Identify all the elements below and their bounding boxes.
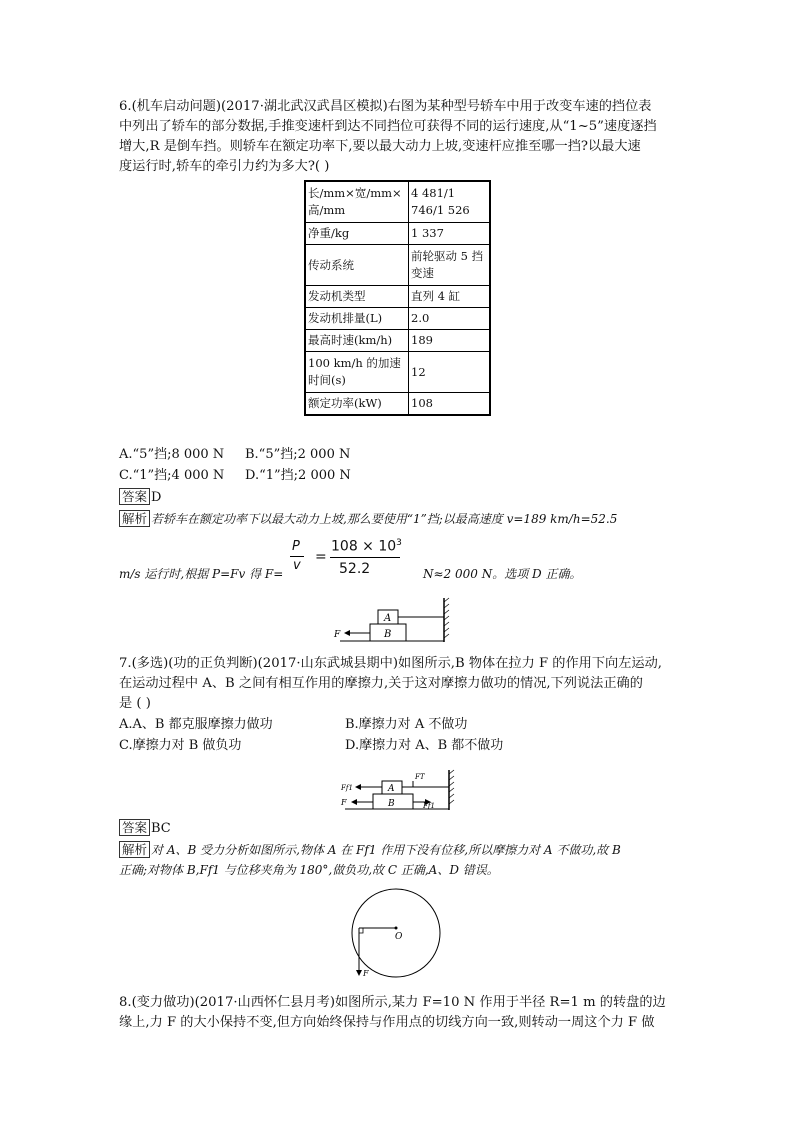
analysis-text: m/s 运行时,根据 P=Fv 得 F= xyxy=(119,567,284,581)
q7-option-a: A.A、B 都克服摩擦力做功 xyxy=(119,717,273,732)
spec-key: 发动机排量(L) xyxy=(305,308,409,330)
analysis-tag: 解析 xyxy=(119,841,150,858)
answer-tag: 答案 xyxy=(119,488,150,505)
block-figure-2 xyxy=(341,768,455,812)
q6-option-c: C.“1”挡;4 000 N xyxy=(119,468,225,483)
spec-value: 189 xyxy=(409,330,491,352)
spec-value: 108 xyxy=(409,393,491,416)
q7-answer xyxy=(119,819,679,839)
spec-value: 前轮驱动 5 挡变速 xyxy=(409,245,491,286)
turntable-figure xyxy=(348,888,444,980)
analysis-tag: 解析 xyxy=(119,510,150,527)
table-row xyxy=(305,245,490,286)
formula-bar-2 xyxy=(330,557,400,558)
q6-answer xyxy=(119,488,679,508)
analysis-text: 正确;对物体 B,Ff1 与位移夹角为 180°,做负功,故 C 正确,A、D 错误。 xyxy=(119,863,499,877)
table-row xyxy=(305,330,490,352)
spec-key: 净重/kg xyxy=(305,223,409,245)
spec-key: 最高时速(km/h) xyxy=(305,330,409,352)
spec-value: 12 xyxy=(409,352,491,393)
q8-line-2: 缘上,力 F 的大小保持不变,但方向始终保持与作用点的切线方向一致,则转动一周这个力 F 做 xyxy=(119,1015,655,1030)
formula-numerator: $108 \times 10^3$ xyxy=(331,538,402,555)
car-spec-table xyxy=(304,180,491,416)
ff1-left-label: Ff1 xyxy=(341,784,353,792)
table-row xyxy=(305,393,490,416)
block-b-label: B xyxy=(388,799,395,809)
formula-denominator: 52.2 xyxy=(339,561,371,577)
table-row xyxy=(305,223,490,245)
q6-option-a: A.“5”挡;8 000 N xyxy=(119,447,225,462)
q7-option-d: D.摩擦力对 A、B 都不做功 xyxy=(345,738,504,753)
q6-option-d: D.“1”挡;2 000 N xyxy=(245,468,351,483)
q7-option-c: C.摩擦力对 B 做负功 xyxy=(119,738,242,753)
q7-analysis-line-2 xyxy=(119,860,679,881)
force-f-label: F xyxy=(341,798,347,807)
spec-key: 发动机类型 xyxy=(305,286,409,308)
block-a-label: A xyxy=(388,784,395,794)
block-b-label: B xyxy=(384,629,392,640)
q8-line-1: 8.(变力做功)(2017·山西怀仁县月考)如图所示,某力 F=10 N 作用于半径 R=1 m 的转盘的边 xyxy=(119,995,666,1010)
formula-result: N≈2 000 N。选项 D 正确。 xyxy=(423,567,582,581)
ft-label: FT xyxy=(415,773,425,781)
spec-value: 2.0 xyxy=(409,308,491,330)
analysis-text: 若轿车在额定功率下以最大动力上坡,那么要使用“1”挡;以最高速度 v=189 km/h=52.5 xyxy=(151,512,618,526)
spec-value: 直列 4 缸 xyxy=(409,286,491,308)
q7-line-3: 是 ( ) xyxy=(119,696,151,711)
q6-line-4: 度运行时,轿车的牵引力约为多大?( ) xyxy=(119,159,330,174)
q7-line-2: 在运动过程中 A、B 之间有相互作用的摩擦力,关于这对摩擦力做功的情况,下列说法正确的 xyxy=(119,676,643,691)
table-row xyxy=(305,308,490,330)
q6-line-2: 中列出了轿车的部分数据,手推变速杆到达不同挡位可获得不同的运行速度,从“1~5”速度逐挡 xyxy=(119,119,657,134)
block-a-label: A xyxy=(384,613,392,624)
spec-key: 传动系统 xyxy=(305,245,409,286)
spec-key: 长/mm×宽/mm×高/mm xyxy=(305,181,409,223)
table-row xyxy=(305,181,490,223)
answer-value: D xyxy=(151,490,162,505)
q6-line-3: 增大,R 是倒车挡。则轿车在额定功率下,要以最大动力上坡,变速杆应推至哪一挡?以最大速 xyxy=(119,139,641,154)
formula-bar-1 xyxy=(290,556,304,557)
q6-option-b: B.“5”挡;2 000 N xyxy=(245,447,351,462)
table-row xyxy=(305,286,490,308)
answer-value: BC xyxy=(151,821,171,836)
table-row xyxy=(305,352,490,393)
q7-option-b: B.摩擦力对 A 不做功 xyxy=(345,717,468,732)
center-o-label: O xyxy=(395,932,403,942)
q7-line-1: 7.(多选)(功的正负判断)(2017·山东武城县期中)如图所示,B 物体在拉力 F 的作用下向左运动, xyxy=(119,656,663,671)
force-f-label: F xyxy=(363,969,369,978)
formula-p: P xyxy=(292,539,300,554)
spec-value: 4 481/1 746/1 526 xyxy=(409,181,491,223)
q7-analysis-line-1 xyxy=(119,840,679,861)
spec-key: 额定功率(kW) xyxy=(305,393,409,416)
force-f-label: F xyxy=(334,630,341,640)
formula-equals: = xyxy=(315,549,327,565)
ff1-right-label: Ff1 xyxy=(423,802,435,810)
q6-line-1: 6.(机车启动问题)(2017·湖北武汉武昌区模拟)右图为某种型号轿车中用于改变车速的挡位表 xyxy=(119,99,652,114)
block-figure-1 xyxy=(334,596,450,644)
answer-tag: 答案 xyxy=(119,819,150,836)
formula-v: v xyxy=(293,558,301,573)
spec-value: 1 337 xyxy=(409,223,491,245)
spec-key: 100 km/h 的加速时间(s) xyxy=(305,352,409,393)
analysis-text: 对 A、B 受力分析如图所示,物体 A 在 Ff1 作用下没有位移,所以摩擦力对 A 不做功,故 B xyxy=(151,843,621,857)
q6-analysis-line-1 xyxy=(119,509,679,530)
